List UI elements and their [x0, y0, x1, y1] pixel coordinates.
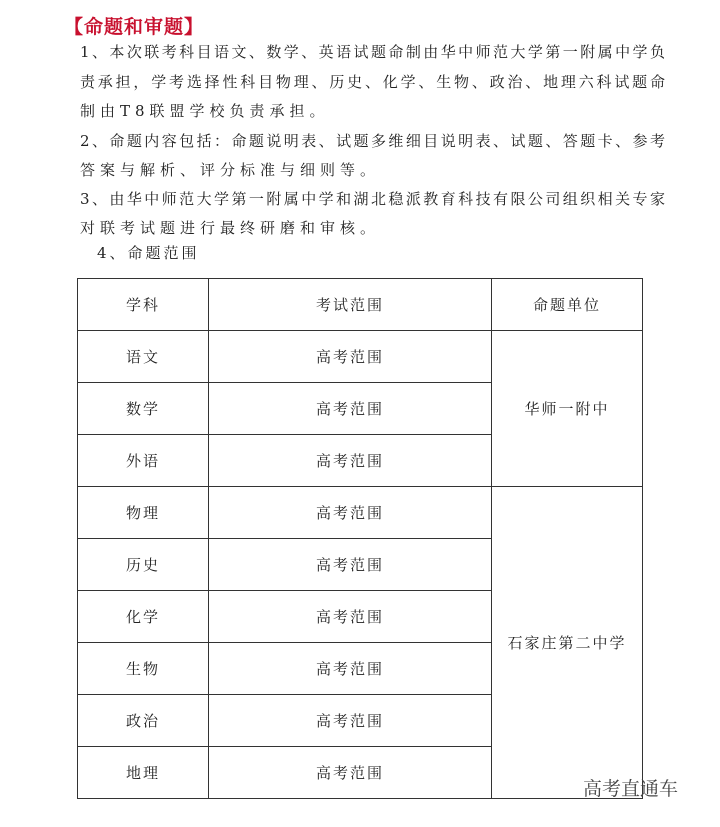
subject-cell: 地理	[78, 747, 209, 799]
scope-table	[77, 278, 643, 799]
paragraph-line: 责承担，学考选择性科目物理、历史、化学、生物、政治、地理六科试题命	[80, 73, 665, 91]
unit-cell: 石家庄第二中学	[492, 487, 643, 799]
scope-cell: 高考范围	[209, 643, 492, 695]
paragraph-line: 3、由华中师范大学第一附属中学和湖北稳派教育科技有限公司组织相关专家	[80, 190, 665, 208]
table-header-row	[78, 279, 643, 331]
paragraph-line: 4、命题范围	[97, 244, 200, 262]
paragraph-line: 答案与解析、评分标准与细则等。	[80, 161, 381, 179]
subject-cell: 语文	[78, 331, 209, 383]
watermark: 高考直通车	[583, 778, 679, 800]
table-row	[78, 331, 643, 383]
header-unit: 命题单位	[492, 279, 643, 331]
subject-cell: 物理	[78, 487, 209, 539]
paragraph-line: 对联考试题进行最终研磨和审核。	[80, 219, 381, 237]
scope-cell: 高考范围	[209, 383, 492, 435]
subject-cell: 外语	[78, 435, 209, 487]
unit-cell: 华师一附中	[492, 331, 643, 487]
table-row	[78, 487, 643, 539]
paragraph-line: 2、命题内容包括：命题说明表、试题多维细目说明表、试题、答题卡、参考	[80, 132, 665, 150]
scope-cell: 高考范围	[209, 695, 492, 747]
subject-cell: 数学	[78, 383, 209, 435]
scope-cell: 高考范围	[209, 331, 492, 383]
subject-cell: 历史	[78, 539, 209, 591]
scope-cell: 高考范围	[209, 487, 492, 539]
section-title: 【命题和审题】	[64, 16, 205, 38]
subject-cell: 生物	[78, 643, 209, 695]
subject-cell: 化学	[78, 591, 209, 643]
scope-cell: 高考范围	[209, 747, 492, 799]
subject-cell: 政治	[78, 695, 209, 747]
paragraph-line: 制由T8联盟学校负责承担。	[80, 102, 330, 120]
header-scope: 考试范围	[209, 279, 492, 331]
scope-cell: 高考范围	[209, 591, 492, 643]
scope-cell: 高考范围	[209, 435, 492, 487]
scope-cell: 高考范围	[209, 539, 492, 591]
header-subject: 学科	[78, 279, 209, 331]
paragraph-line: 1、本次联考科目语文、数学、英语试题命制由华中师范大学第一附属中学负	[80, 43, 665, 61]
